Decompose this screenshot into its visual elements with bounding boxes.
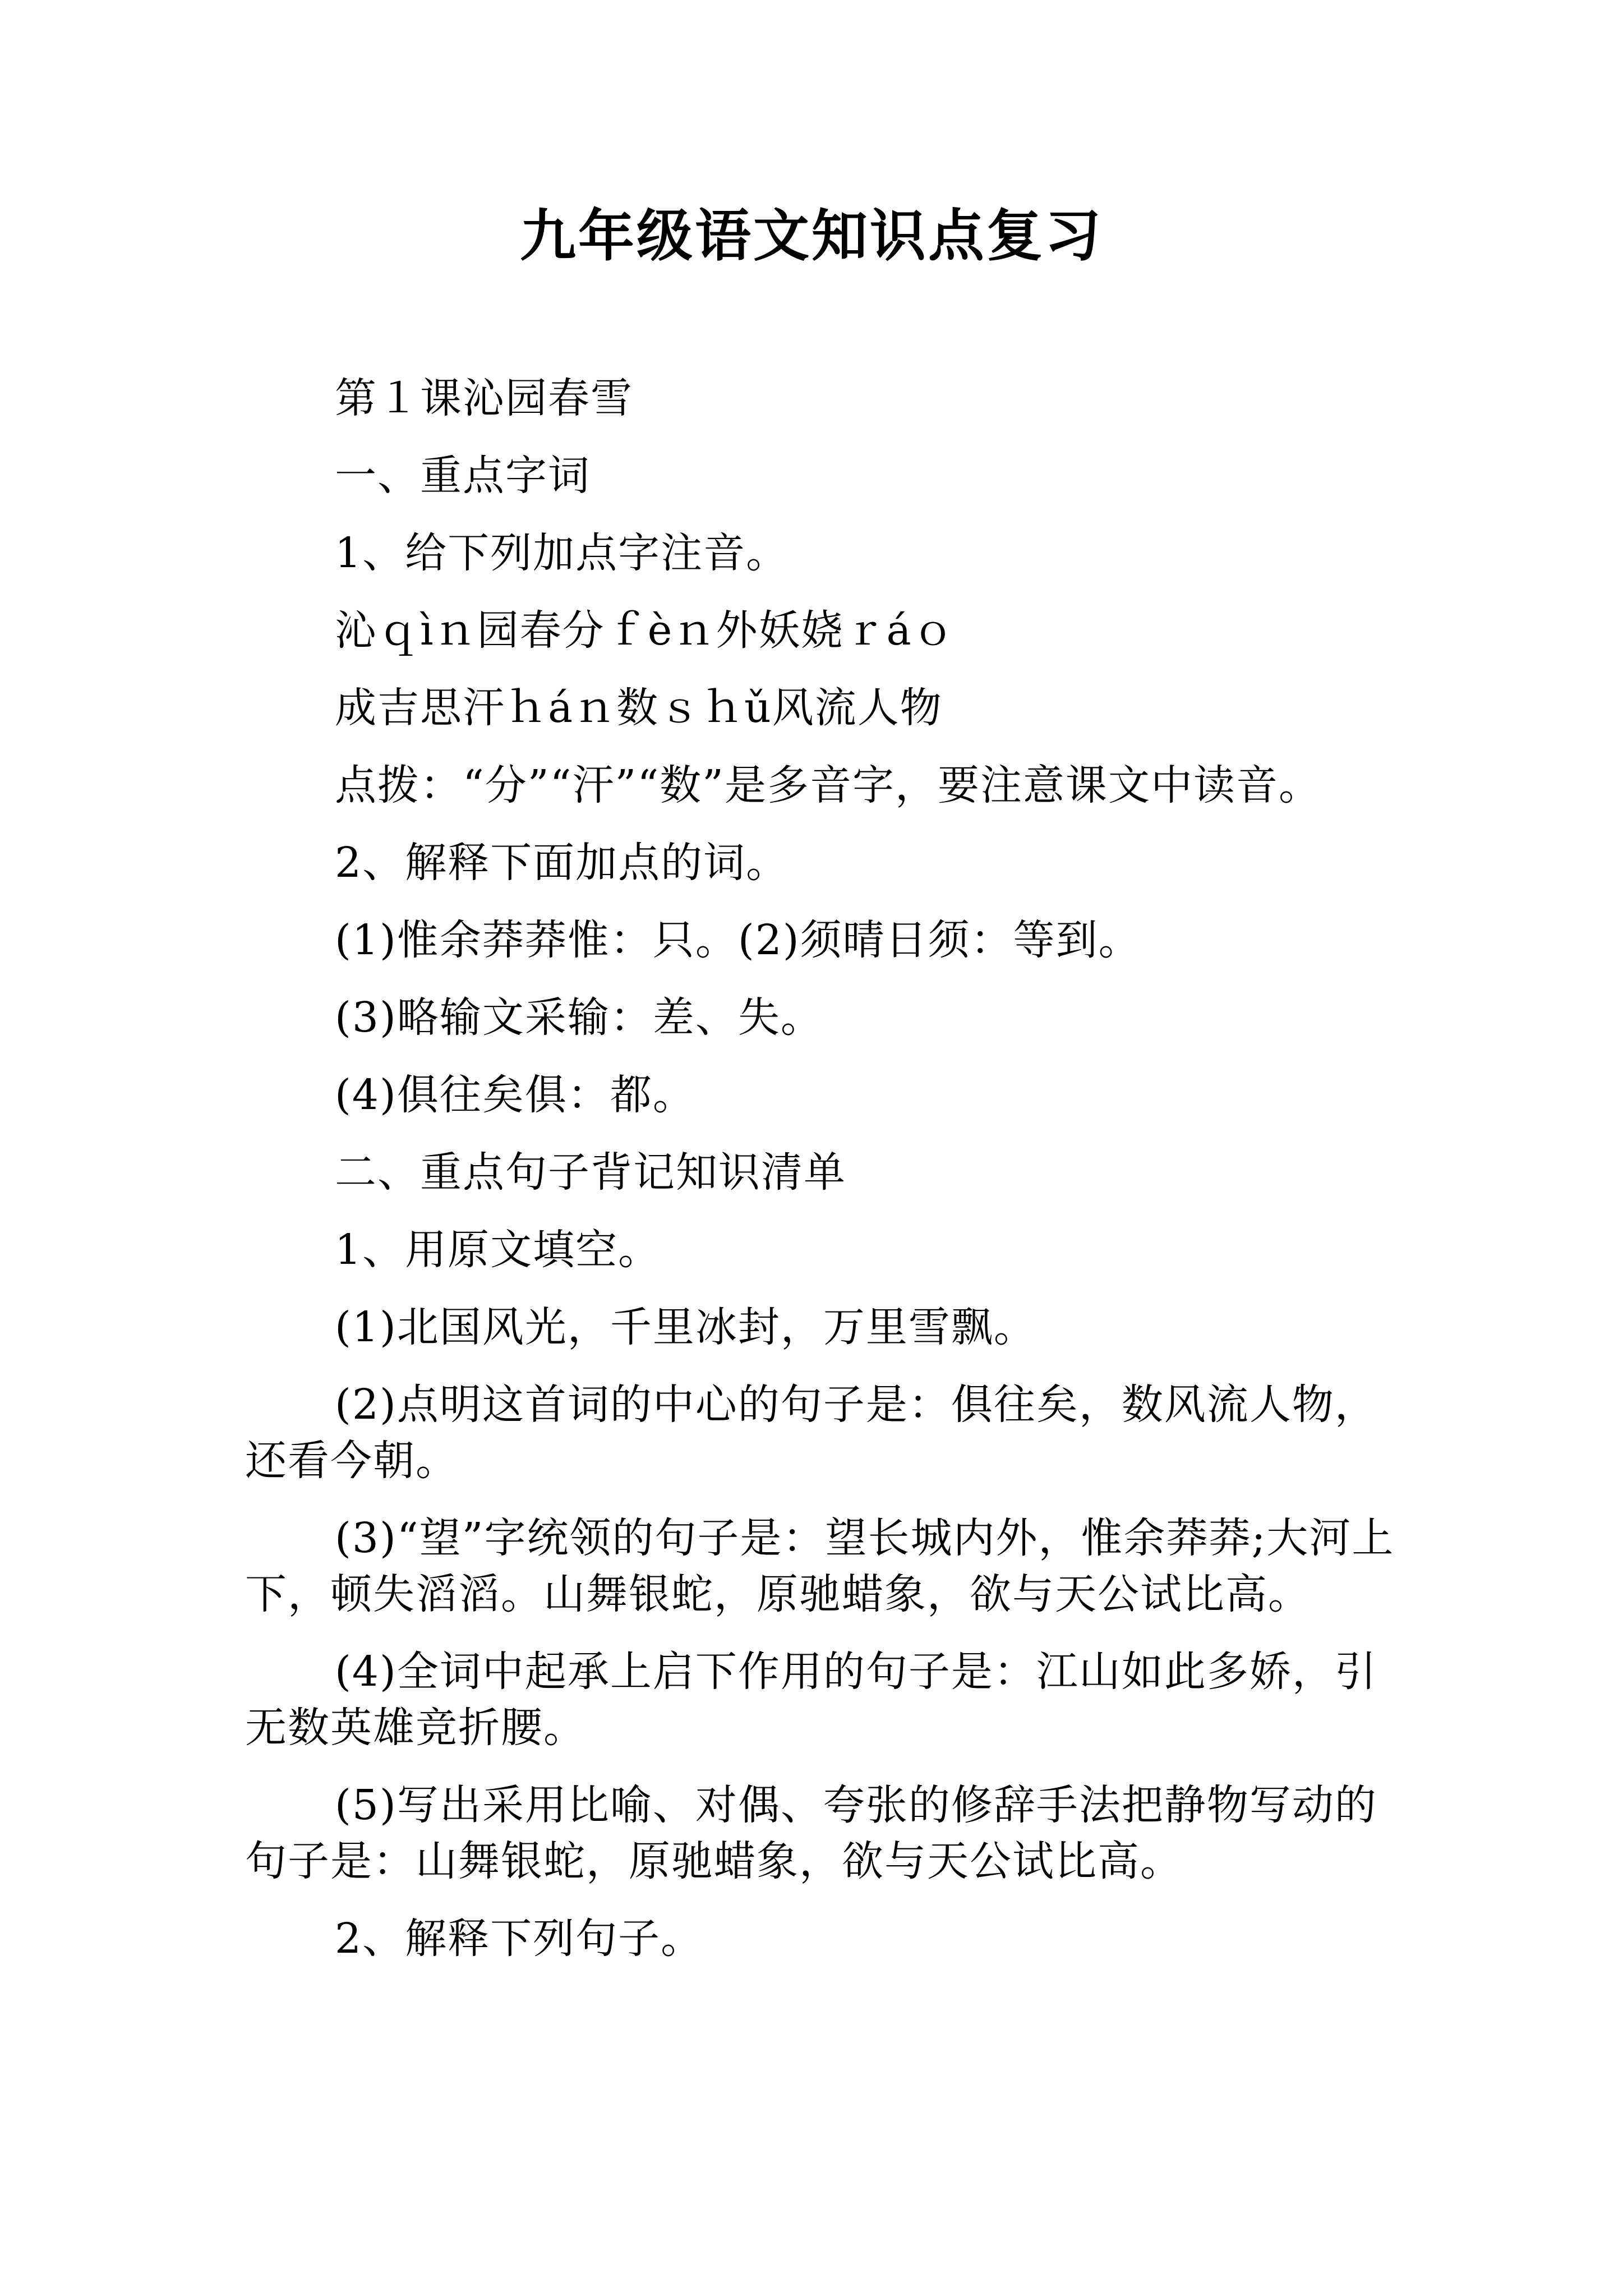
- pinyin-line: 成吉思汗ｈáｎ数ｓｈǔ风流人物: [335, 684, 943, 732]
- lesson-heading: 第１课沁园春雪: [335, 374, 633, 422]
- section-heading: 一、重点字词: [335, 452, 591, 500]
- section-heading: 二、重点句子背记知识清单: [335, 1148, 846, 1197]
- definition-line: (3)略输文采输：差、失。: [335, 993, 823, 1042]
- document-body: [245, 370, 1400, 1988]
- answer-paragraph: (5)写出采用比喻、对偶、夸张的修辞手法把静物写动的句子是：山舞银蛇，原驰蜡象，欲与天公试比高。: [245, 1781, 1377, 1885]
- exercise-heading: 1、用原文填空。: [335, 1226, 661, 1274]
- answer-paragraph: (1)北国风光，千里冰封，万里雪飘。: [335, 1303, 1036, 1351]
- tip-paragraph: 点拨：“分”“汗”“数”是多音字，要注意课文中读音。: [335, 761, 1321, 809]
- pinyin-line: 沁ｑìｎ园春分ｆèｎ外妖娆ｒáｏ: [335, 606, 955, 655]
- exercise-heading: 1、给下列加点字注音。: [335, 529, 789, 577]
- definition-line: (4)俱往矣俱：都。: [335, 1071, 695, 1119]
- answer-paragraph: (3)“望”字统领的句子是：望长城内外，惟余莽莽;大河上下，顿失滔滔。山舞银蛇，原驰蜡象，欲与天公试比高。: [245, 1514, 1395, 1618]
- definition-line: (1)惟余莽莽惟：只。(2)须晴日须：等到。: [335, 916, 1141, 964]
- document-title: 九年级语文知识点复习: [520, 203, 1103, 269]
- answer-paragraph: (4)全词中起承上启下作用的句子是：江山如此多娇，引无数英雄竞折腰。: [245, 1648, 1377, 1752]
- exercise-heading: 2、解释下列句子。: [335, 1915, 704, 1963]
- exercise-heading: 2、解释下面加点的词。: [335, 839, 789, 887]
- answer-paragraph: (2)点明这首词的中心的句子是：俱往矣，数风流人物，还看今朝。: [245, 1381, 1377, 1485]
